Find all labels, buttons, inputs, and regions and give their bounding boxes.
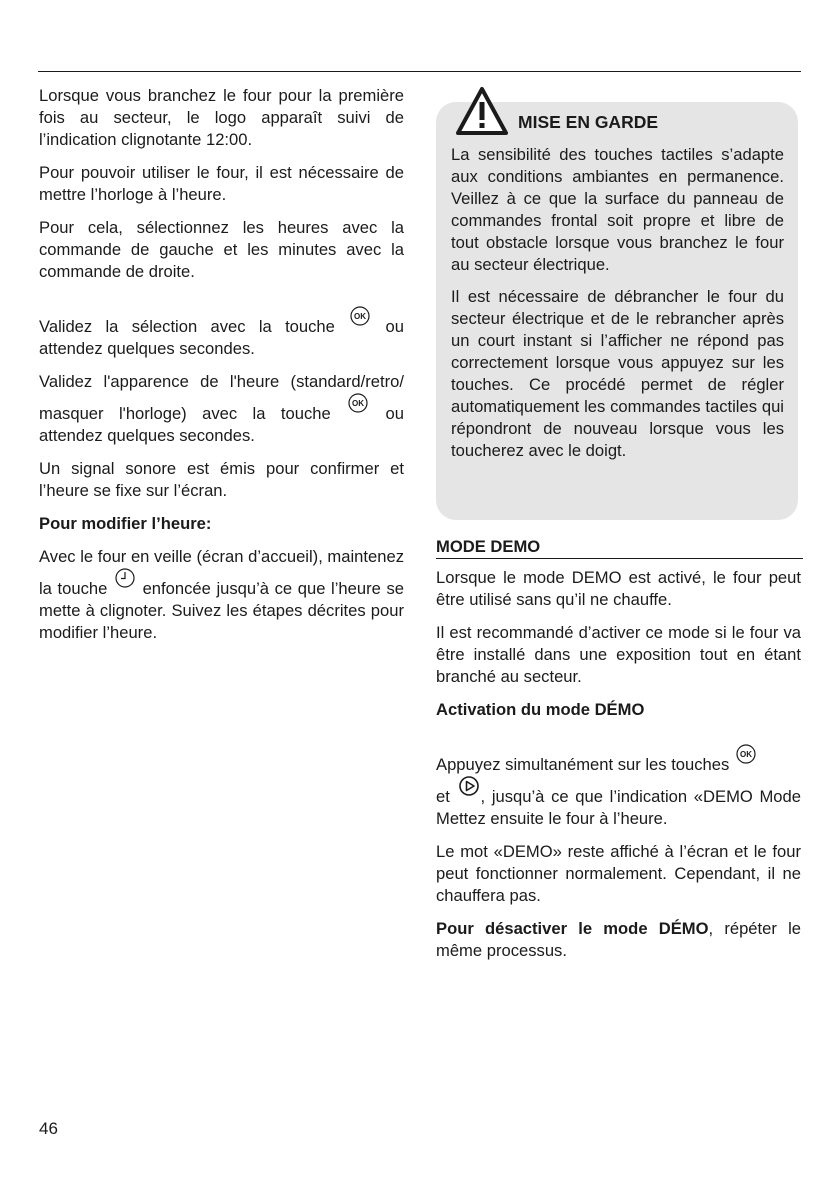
warning-box — [436, 102, 798, 520]
demo-title: MODE DEMO — [436, 536, 803, 559]
clock-icon — [115, 568, 135, 588]
warning-paragraph-2: Il est nécessaire de débrancher le four du secteur électrique et de le rebrancher après un court instant si l’afficher ne répond pas correctement lorsque vous appuyez sur les touches. Ce procédé permet de régler automatiquement les commandes tactiles qui répondront de nouveau lorsque vous les toucherez avec le doigt. — [451, 287, 784, 460]
ok-button-icon — [736, 744, 756, 764]
demo-paragraph-2: Il est recommandé d’activer ce mode si le four va être installé dans une exposition tout en étant branché au secteur. — [436, 623, 801, 686]
svg-text:OK: OK — [739, 750, 752, 759]
validate-paragraph: Validez la sélection avec la touche OK ou attendez quelques secondes. — [39, 306, 404, 360]
demo-deactivate-paragraph: Pour désactiver le mode DÉMO, répéter le même processus. — [436, 919, 802, 960]
demo-activation-paragraph: Appuyez simultanément sur les touches OK et , jusqu’à ce que l’indication «DEMO Mode Mettez ensuite le four à l’heure. — [436, 744, 801, 830]
svg-text:OK: OK — [352, 399, 365, 408]
demo-paragraph-4: Le mot «DEMO» reste affiché à l’écran et le four peut fonctionner normalement. Cependant, il ne chauffera pas. — [436, 842, 801, 905]
warning-header — [456, 80, 658, 136]
appearance-paragraph: Validez l'apparence de l'heure (standard/retro/ masquer l'horloge) avec la touche OK ou attendez quelques secondes. — [39, 372, 404, 445]
header-rule — [38, 71, 801, 72]
signal-paragraph: Un signal sonore est émis pour confirmer et l’heure se fixe sur l’écran. — [39, 459, 404, 500]
demo-section — [436, 536, 801, 973]
clock-need-paragraph: Pour pouvoir utiliser le four, il est nécessaire de mettre l’horloge à l’heure. — [39, 163, 404, 204]
modify-time-paragraph: Avec le four en veille (écran d’accueil), maintenez la touche enfoncée jusqu’à ce que l’heure se mette à clignoter. Suivez les étapes décrites pour modifier l’heure. — [39, 547, 404, 642]
warning-paragraph-1: La sensibilité des touches tactiles s’adapte aux conditions ambiantes en permanence. Veillez à ce que la surface du panneau de commandes frontal soit propre et libre de tout obstacle lorsque vous branchez le four au secteur électrique. — [451, 145, 784, 274]
left-column — [39, 85, 404, 655]
ok-button-icon — [348, 393, 368, 413]
page-number: 46 — [39, 1119, 58, 1138]
svg-text:OK: OK — [354, 312, 367, 321]
warning-body — [451, 144, 784, 472]
demo-activation-heading: Activation du mode DÉMO — [436, 700, 645, 719]
select-hours-paragraph: Pour cela, sélectionnez les heures avec la commande de gauche et les minutes avec la commande de droite. — [39, 218, 404, 281]
play-button-icon — [459, 776, 479, 796]
intro-paragraph: Lorsque vous branchez le four pour la première fois au secteur, le logo apparaît suivi de l’indication clignotante 12:00. — [39, 86, 404, 149]
ok-button-icon — [350, 306, 370, 326]
warning-triangle-icon — [456, 86, 508, 136]
demo-paragraph-1: Lorsque le mode DEMO est activé, le four peut être utilisé sans qu’il ne chauffe. — [436, 568, 801, 609]
warning-title: MISE EN GARDE — [518, 112, 659, 132]
modify-time-heading: Pour modifier l’heure: — [39, 514, 212, 533]
